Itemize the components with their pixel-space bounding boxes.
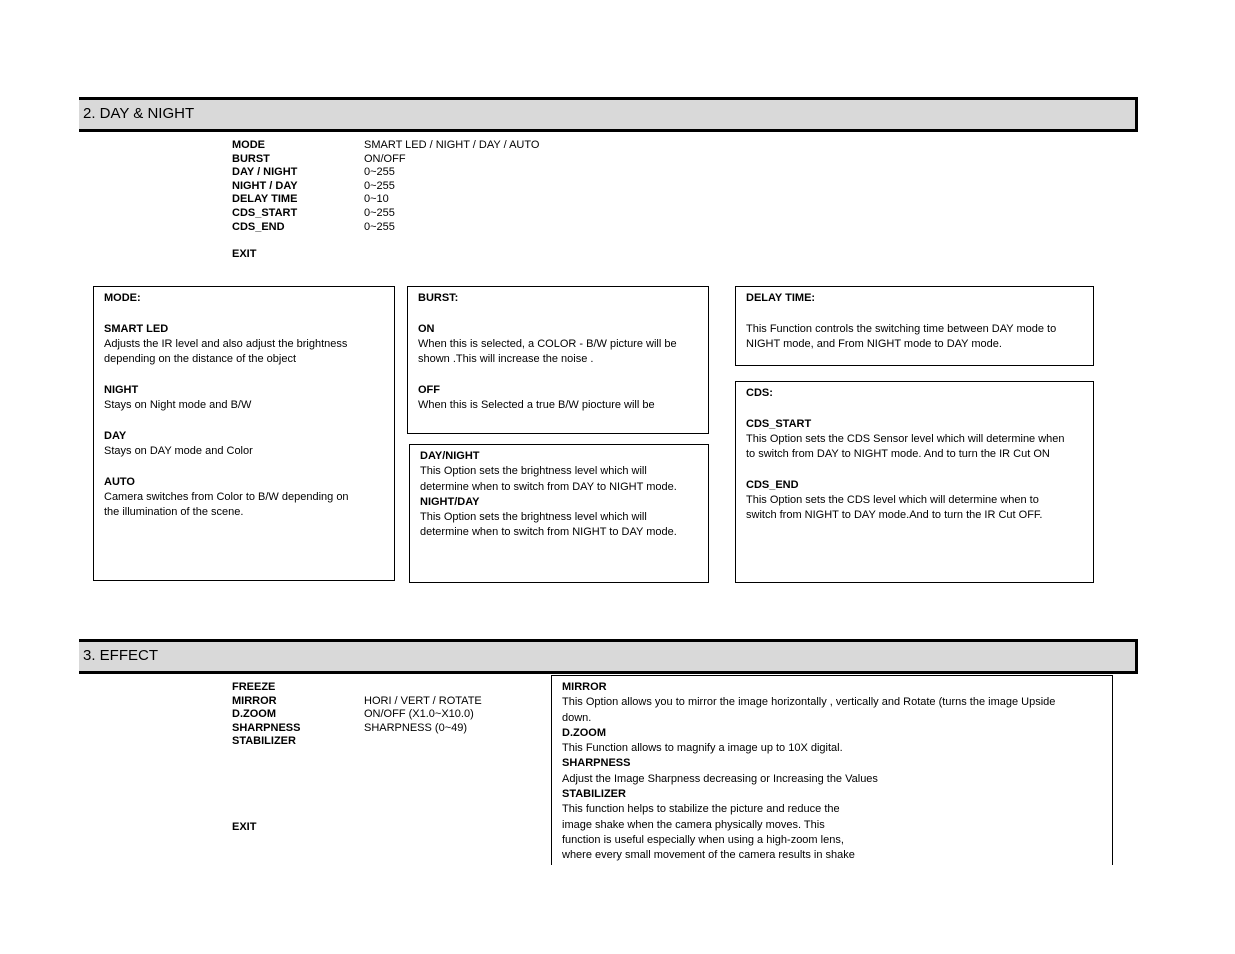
menu-row (232, 153, 552, 167)
menu-row (232, 180, 552, 194)
delay-time-description-box (735, 286, 1094, 366)
option-text: depending on the distance of the object (104, 353, 297, 366)
menu-row (232, 695, 542, 709)
cds-description-box (735, 381, 1094, 583)
option-text: This Option sets the brightness level which will (420, 511, 647, 524)
menu-key: CDS_START (232, 206, 298, 219)
exit-label: EXIT (232, 247, 257, 260)
option-title: AUTO (104, 475, 135, 488)
option-text: Adjusts the IR level and also adjust the brightness (104, 337, 348, 350)
effect-description-box (551, 675, 1113, 865)
menu-spacer (232, 234, 552, 248)
option-text: switch from NIGHT to DAY mode.And to turn the IR Cut OFF. (746, 509, 1043, 522)
option-title: CDS_END (746, 478, 799, 491)
exit-label: EXIT (232, 821, 257, 833)
menu-row (232, 708, 542, 722)
menu-value: ON/OFF (364, 152, 406, 165)
section-header-day-night (79, 97, 1138, 132)
menu-value: HORI / VERT / ROTATE (364, 694, 482, 707)
option-title: ON (418, 322, 435, 335)
menu-key: D.ZOOM (232, 708, 276, 721)
day-night-threshold-box (409, 444, 709, 583)
option-text: This Function controls the switching time between DAY mode to (746, 322, 1057, 335)
box-heading: MODE: (104, 292, 141, 304)
menu-key: SHARPNESS (232, 721, 301, 734)
menu-value: 0~10 (364, 193, 389, 206)
menu-value: SHARPNESS (0~49) (364, 721, 468, 734)
option-text: Adjust the Image Sharpness decreasing or Increasing the Values (562, 772, 878, 785)
menu-key: MODE (232, 139, 265, 151)
option-title: MIRROR (562, 681, 607, 693)
option-text: image shake when the camera physically moves. This (562, 818, 825, 831)
option-text: determine when to switch from NIGHT to DAY mode. (420, 526, 677, 539)
option-title: CDS_START (746, 417, 812, 430)
menu-key: FREEZE (232, 681, 276, 693)
menu-row (232, 681, 542, 695)
box-heading: BURST: (418, 292, 459, 304)
option-text: NIGHT mode, and From NIGHT mode to DAY mode. (746, 337, 1002, 350)
option-text: This Option sets the CDS Sensor level which will determine when (746, 432, 1065, 445)
menu-key: STABILIZER (232, 735, 296, 748)
option-title: SMART LED (104, 322, 169, 335)
option-title: NIGHT/DAY (420, 495, 480, 508)
option-text: Stays on DAY mode and Color (104, 444, 253, 457)
mode-description-box (93, 286, 395, 581)
menu-key: DAY / NIGHT (232, 166, 298, 179)
menu-key: CDS_END (232, 220, 285, 233)
option-text: shown .This will increase the noise . (418, 353, 594, 366)
menu-value: 0~255 (364, 166, 395, 179)
option-text: the illumination of the scene. (104, 506, 244, 519)
option-text: to switch from DAY to NIGHT mode. And to turn the IR Cut ON (746, 448, 1050, 461)
menu-row (232, 166, 552, 180)
option-text: This Option sets the CDS level which will determine when to (746, 494, 1039, 507)
menu-value: 0~255 (364, 220, 395, 233)
effect-menu (232, 681, 542, 749)
menu-row (232, 193, 552, 207)
menu-value: ON/OFF (X1.0~X10.0) (364, 708, 474, 721)
menu-row (232, 207, 552, 221)
option-title: STABILIZER (562, 788, 626, 801)
section-title: 3. EFFECT (83, 647, 159, 664)
menu-row (232, 735, 542, 749)
menu-value: 0~255 (364, 206, 395, 219)
option-title: DAY/NIGHT (420, 450, 480, 462)
section-header-effect (79, 639, 1138, 674)
section-title: 2. DAY & NIGHT (83, 105, 195, 122)
option-text: down. (562, 711, 592, 724)
option-text: determine when to switch from DAY to NIGHT mode. (420, 480, 677, 493)
option-text: When this is Selected a true B/W piocture will be (418, 399, 655, 412)
burst-description-box (407, 286, 709, 434)
option-text: Camera switches from Color to B/W depending on (104, 490, 349, 503)
option-text: When this is selected, a COLOR - B/W picture will be (418, 337, 677, 350)
box-heading: DELAY TIME: (746, 292, 816, 304)
option-text: This function helps to stabilize the picture and reduce the (562, 803, 840, 816)
box-heading: CDS: (746, 387, 773, 399)
menu-row (232, 221, 552, 235)
option-text: function is useful especially when using a high-zoom lens, (562, 833, 844, 846)
option-text: This Option allows you to mirror the image horizontally , vertically and Rotate (turns the image Upside (562, 696, 1056, 709)
option-title: OFF (418, 383, 440, 396)
menu-row (232, 722, 542, 736)
menu-value: 0~255 (364, 179, 395, 192)
option-title: D.ZOOM (562, 726, 606, 739)
option-title: NIGHT (104, 383, 139, 396)
option-text: This Option sets the brightness level which will (420, 465, 647, 478)
option-text: Stays on Night mode and B/W (104, 399, 252, 412)
option-title: DAY (104, 429, 127, 442)
menu-row (232, 248, 552, 262)
option-title: SHARPNESS (562, 757, 631, 770)
option-text: This Function allows to magnify a image up to 10X digital. (562, 742, 843, 755)
option-text: where every small movement of the camera results in shake (562, 849, 855, 862)
menu-value: SMART LED / NIGHT / DAY / AUTO (364, 139, 540, 151)
menu-row (232, 139, 552, 153)
day-night-menu (232, 139, 552, 261)
menu-key: NIGHT / DAY (232, 179, 298, 192)
menu-key: DELAY TIME (232, 193, 298, 206)
menu-key: BURST (232, 152, 270, 165)
menu-key: MIRROR (232, 694, 277, 707)
